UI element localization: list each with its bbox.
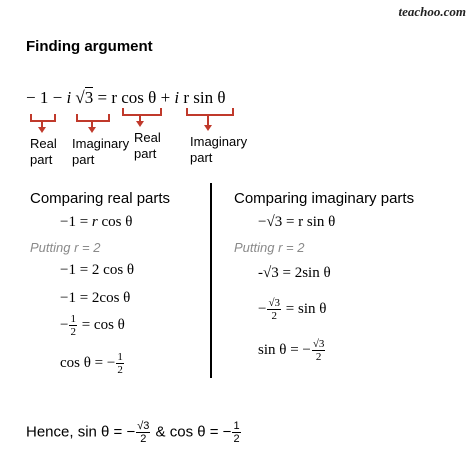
right-eq1-sqrt: √3: [266, 214, 283, 230]
left-eq-3: −1 = 2cos θ: [60, 290, 131, 306]
right-eq-1: [258, 214, 335, 231]
arrow-real-1: [38, 127, 46, 133]
bracket-imag-1: [76, 114, 110, 122]
arrow-imag-1: [88, 127, 96, 133]
label-real-part-2: Real part: [134, 130, 161, 161]
bracket-imag-2: [186, 108, 234, 116]
label-real-part-1: Real part: [30, 136, 57, 167]
right-eq3-num: √3: [268, 297, 281, 309]
arrow-imag-2: [204, 125, 212, 131]
left-eq4-rest: = cos θ: [77, 316, 125, 333]
right-heading: Comparing imaginary parts: [234, 190, 415, 207]
hence-frac-2: [232, 420, 240, 445]
hence-den2: 2: [233, 433, 240, 445]
page-title: Finding argument: [26, 38, 153, 55]
left-eq-1: [60, 214, 132, 231]
right-putting-note: Putting r = 2: [234, 240, 305, 255]
brand-logo: teachoo.com: [398, 4, 466, 19]
left-eq1-r: r: [91, 214, 98, 230]
hence-num2: 1: [233, 420, 240, 432]
conclusion: [26, 420, 242, 445]
left-eq5-den: 2: [117, 364, 123, 376]
eq-i-1: i: [66, 88, 72, 107]
left-heading: Comparing real parts: [30, 190, 171, 207]
right-eq3-frac: [267, 297, 281, 322]
left-eq5-a: cos θ = −: [60, 354, 116, 371]
eq-sqrt-3: 3: [84, 88, 94, 107]
eq-i-2: i: [174, 88, 180, 107]
right-eq-2: [258, 265, 331, 282]
left-eq4-num: 1: [70, 313, 76, 325]
eq-lhs: − 1 −: [26, 88, 67, 107]
label-imaginary-part-2: Imaginary part: [190, 134, 248, 165]
right-eq4-num: √3: [312, 338, 325, 350]
right-eq4-frac: [312, 338, 326, 363]
right-eq1-a: −: [258, 214, 267, 230]
left-eq-2: −1 = 2 cos θ: [60, 262, 135, 278]
column-divider: [210, 183, 212, 378]
left-eq4-minus: −: [60, 316, 69, 333]
main-equation: [26, 88, 226, 108]
left-eq5-num: 1: [117, 351, 123, 363]
hence-a: Hence, sin θ = −: [26, 423, 136, 441]
left-eq-5: [60, 351, 125, 376]
left-eq4-frac: [69, 313, 77, 338]
left-eq5-frac: [116, 351, 124, 376]
hence-b: & cos θ = −: [151, 423, 232, 441]
right-eq1-b: = r sin θ: [282, 214, 336, 230]
arrow-real-2: [136, 121, 144, 127]
hence-den1: 2: [140, 433, 147, 445]
left-putting-note: Putting r = 2: [30, 240, 101, 255]
left-eq4-den: 2: [70, 326, 76, 338]
right-eq3-den: 2: [271, 310, 277, 322]
right-eq4-a: sin θ = −: [258, 341, 311, 358]
label-imaginary-part-1: Imaginary part: [72, 136, 130, 167]
right-eq2-b: = 2sin θ: [278, 265, 331, 281]
bracket-real-1: [30, 114, 56, 122]
left-eq1-b: cos θ: [97, 214, 133, 230]
bracket-real-2: [122, 108, 162, 116]
hence-num1: √3: [137, 420, 150, 432]
right-eq2-a: -: [258, 265, 263, 281]
eq-rhs: = r cos θ +: [93, 88, 175, 107]
right-eq4-den: 2: [315, 351, 322, 363]
right-eq3-rest: = sin θ: [282, 300, 327, 317]
right-eq2-sqrt: √3: [263, 265, 279, 281]
hence-frac-1: [136, 420, 150, 445]
eq-sqrt-sign: √: [75, 88, 85, 107]
left-eq-4: [60, 313, 125, 338]
eq-rhs-sin: r sin θ: [179, 88, 226, 107]
right-eq-4: [258, 338, 326, 363]
left-eq1-a: −1 =: [60, 214, 92, 230]
right-eq3-minus: −: [258, 300, 267, 317]
right-eq-3: [258, 297, 326, 322]
